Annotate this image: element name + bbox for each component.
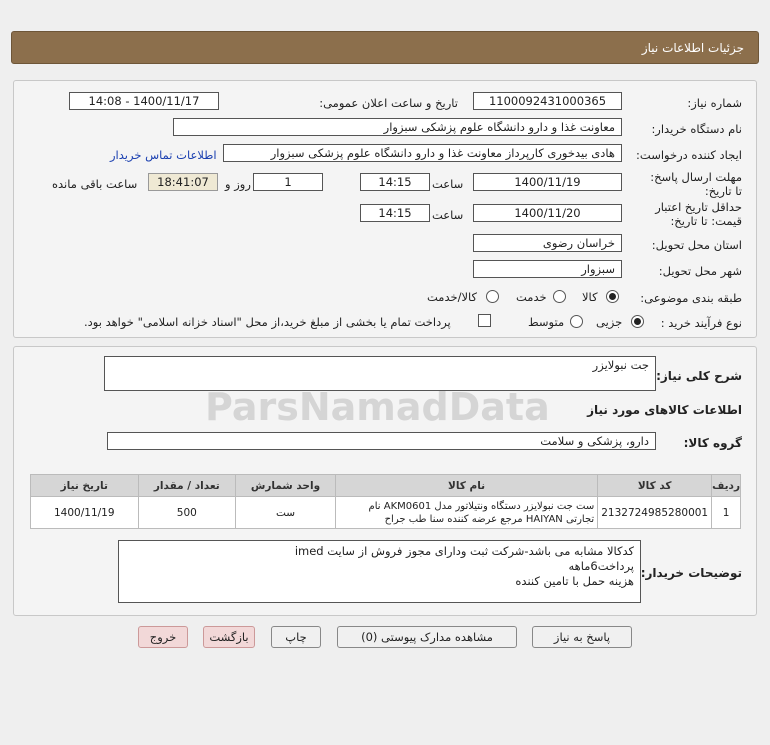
col-qty: تعداد / مقدار bbox=[138, 475, 236, 497]
category-radio-goods-service[interactable] bbox=[486, 290, 499, 303]
print-button[interactable]: چاپ bbox=[271, 626, 321, 648]
buyer-org-label: نام دستگاه خریدار: bbox=[651, 122, 742, 136]
exit-button[interactable]: خروج bbox=[138, 626, 188, 648]
cell-unit: ست bbox=[236, 497, 336, 529]
creator-field: هادی بیدخوری کارپرداز معاونت غذا و دارو دانشگاه علوم پزشکی سبزوار bbox=[223, 144, 622, 162]
days-field: 1 bbox=[253, 173, 323, 191]
category-radio-service[interactable] bbox=[553, 290, 566, 303]
col-date: تاریخ نیاز bbox=[31, 475, 139, 497]
reply-button[interactable]: پاسخ به نیاز bbox=[532, 626, 632, 648]
page-title: جزئیات اطلاعات نیاز bbox=[641, 41, 744, 55]
treasury-checkbox[interactable] bbox=[478, 314, 491, 327]
summary-field: جت نبولایزر bbox=[104, 356, 656, 391]
creator-label: ایجاد کننده درخواست: bbox=[636, 148, 742, 162]
process-option-minor: جزیی bbox=[596, 315, 623, 329]
need-number-label: شماره نیاز: bbox=[687, 96, 742, 110]
buyer-note-line: هزینه حمل با تامین کننده bbox=[515, 574, 634, 588]
buyer-contact-link[interactable]: اطلاعات تماس خریدار bbox=[110, 148, 217, 162]
validity-time-label: ساعت bbox=[432, 208, 464, 222]
province-label: استان محل تحویل: bbox=[651, 238, 742, 252]
category-option-service: خدمت bbox=[516, 290, 547, 304]
announce-field: 1400/11/17 - 14:08 bbox=[69, 92, 219, 110]
announce-label: تاریخ و ساعت اعلان عمومی: bbox=[319, 96, 458, 110]
col-unit: واحد شمارش bbox=[236, 475, 336, 497]
validity-label: حداقل تاریخ اعتبار قیمت: تا تاریخ: bbox=[655, 200, 742, 228]
cell-code: 2132724985280001 bbox=[598, 497, 712, 529]
table-row bbox=[31, 497, 741, 529]
goods-table bbox=[30, 474, 741, 529]
city-field: سبزوار bbox=[473, 260, 622, 278]
process-radio-minor[interactable] bbox=[631, 315, 644, 328]
deadline-time-label: ساعت bbox=[432, 177, 464, 191]
buyer-note-line: کدکالا مشابه می باشد-شرکت ثبت ودارای مجوز فروش از سایت imed bbox=[294, 544, 634, 558]
need-number-field: 1100092431000365 bbox=[473, 92, 622, 110]
category-option-goods-service: کالا/خدمت bbox=[427, 290, 478, 304]
page-header bbox=[11, 31, 759, 64]
category-radio-goods[interactable] bbox=[606, 290, 619, 303]
treasury-note: پرداخت تمام یا بخشی از مبلغ خرید،از محل "اسناد خزانه اسلامی" خواهد بود. bbox=[84, 315, 451, 329]
attachments-button[interactable]: مشاهده مدارک پیوستی (0) bbox=[337, 626, 517, 648]
col-name: نام کالا bbox=[335, 475, 597, 497]
process-label: نوع فرآیند خرید : bbox=[660, 316, 742, 330]
deadline-date-field: 1400/11/19 bbox=[473, 173, 622, 191]
process-radio-medium[interactable] bbox=[570, 315, 583, 328]
validity-date-field: 1400/11/20 bbox=[473, 204, 622, 222]
category-label: طبقه بندی موضوعی: bbox=[640, 291, 742, 305]
back-button[interactable]: بازگشت bbox=[203, 626, 255, 648]
deadline-time-field: 14:15 bbox=[360, 173, 430, 191]
buyer-notes-label: توضیحات خریدار: bbox=[640, 566, 742, 580]
buyer-org-field: معاونت غذا و دارو دانشگاه علوم پزشکی سبزوار bbox=[173, 118, 622, 136]
days-label: روز و bbox=[225, 177, 251, 191]
city-label: شهر محل تحویل: bbox=[658, 264, 742, 278]
deadline-label: مهلت ارسال پاسخ: تا تاریخ: bbox=[650, 170, 742, 198]
cell-qty: 500 bbox=[138, 497, 236, 529]
remaining-label: ساعت باقی مانده bbox=[52, 177, 138, 191]
cell-name: ست جت نبولایزر دستگاه ونتیلاتور مدل AKM0601 نام تجارتی HAIYAN مرجع عرضه کننده سنا طب جراح bbox=[335, 497, 597, 529]
goods-group-label: گروه کالا: bbox=[683, 436, 742, 450]
category-option-goods: کالا bbox=[582, 290, 598, 304]
validity-time-field: 14:15 bbox=[360, 204, 430, 222]
cell-date: 1400/11/19 bbox=[31, 497, 139, 529]
buyer-notes-field bbox=[118, 540, 641, 603]
col-code: کد کالا bbox=[598, 475, 712, 497]
summary-label: شرح کلی نیاز: bbox=[656, 369, 742, 383]
goods-group-field: دارو، پزشکی و سلامت bbox=[107, 432, 656, 450]
col-row: ردیف bbox=[712, 475, 741, 497]
remaining-time-field: 18:41:07 bbox=[148, 173, 218, 191]
process-option-medium: متوسط bbox=[528, 315, 565, 329]
cell-row: 1 bbox=[712, 497, 741, 529]
goods-section-title: اطلاعات کالاهای مورد نیاز bbox=[587, 403, 742, 417]
watermark-brand: ParsNamadData bbox=[205, 385, 550, 429]
province-field: خراسان رضوی bbox=[473, 234, 622, 252]
buyer-note-line: پرداخت6ماهه bbox=[568, 559, 634, 573]
